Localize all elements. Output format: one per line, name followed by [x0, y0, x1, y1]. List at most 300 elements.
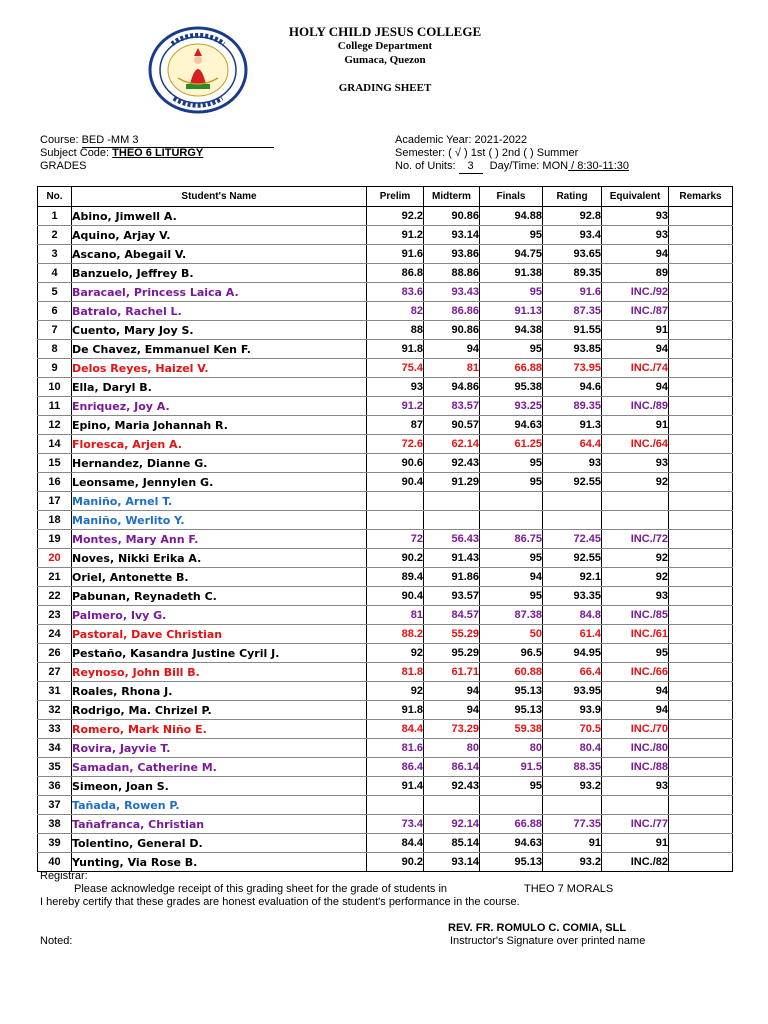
cell-midterm: 83.57	[424, 397, 480, 416]
cell-rating: 91.6	[543, 283, 602, 302]
cell-finals: 80	[480, 739, 543, 758]
cell-equivalent: INC./89	[602, 397, 669, 416]
cell-finals: 95	[480, 587, 543, 606]
cell-no: 5	[38, 283, 72, 302]
cell-student-name: Palmero, Ivy G.	[72, 606, 367, 625]
cell-midterm: 73.29	[424, 720, 480, 739]
cell-rating: 91.3	[543, 416, 602, 435]
cell-prelim: 90.2	[367, 549, 424, 568]
cell-remarks	[669, 302, 733, 321]
cell-rating: 91	[543, 834, 602, 853]
cell-rating	[543, 511, 602, 530]
cell-no: 11	[38, 397, 72, 416]
cell-midterm: 94	[424, 682, 480, 701]
cell-finals: 94.88	[480, 207, 543, 226]
col-header-name: Student's Name	[72, 187, 367, 207]
grades-table-body	[38, 207, 733, 872]
cell-prelim: 87	[367, 416, 424, 435]
cell-remarks	[669, 321, 733, 340]
table-row	[38, 226, 733, 245]
units-label: No. of Units:	[395, 160, 456, 172]
cell-equivalent: 93	[602, 207, 669, 226]
table-row	[38, 473, 733, 492]
cell-finals: 95	[480, 549, 543, 568]
cell-equivalent: 92	[602, 473, 669, 492]
cell-prelim: 88.2	[367, 625, 424, 644]
col-header-prelim: Prelim	[367, 187, 424, 207]
cell-midterm: 95.29	[424, 644, 480, 663]
units-daytime-line	[395, 160, 629, 174]
cell-rating: 92.1	[543, 568, 602, 587]
cell-midterm: 92.43	[424, 777, 480, 796]
academic-year: Academic Year: 2021-2022	[395, 134, 528, 146]
course-value: BED -MM 3	[82, 134, 274, 148]
cell-prelim: 91.8	[367, 701, 424, 720]
table-row	[38, 416, 733, 435]
cell-no: 12	[38, 416, 72, 435]
cell-midterm: 93.57	[424, 587, 480, 606]
cell-equivalent: INC./87	[602, 302, 669, 321]
cell-rating: 64.4	[543, 435, 602, 454]
cell-remarks	[669, 796, 733, 815]
course-label: Course:	[40, 134, 79, 146]
cell-equivalent: 91	[602, 834, 669, 853]
cell-prelim: 86.4	[367, 758, 424, 777]
cell-midterm: 62.14	[424, 435, 480, 454]
cell-finals	[480, 511, 543, 530]
cell-remarks	[669, 644, 733, 663]
cell-remarks	[669, 378, 733, 397]
cell-rating: 88.35	[543, 758, 602, 777]
daytime-label: Day/Time: MON	[489, 160, 569, 172]
cell-no: 1	[38, 207, 72, 226]
cell-student-name: Yunting, Via Rose B.	[72, 853, 367, 872]
table-row	[38, 682, 733, 701]
cell-equivalent: INC./92	[602, 283, 669, 302]
cell-prelim: 81.6	[367, 739, 424, 758]
table-row	[38, 625, 733, 644]
cell-student-name: Aquino, Arjay V.	[72, 226, 367, 245]
table-row	[38, 644, 733, 663]
cell-prelim: 84.4	[367, 720, 424, 739]
cell-no: 24	[38, 625, 72, 644]
cell-prelim: 90.6	[367, 454, 424, 473]
cell-finals: 91.5	[480, 758, 543, 777]
cell-prelim: 83.6	[367, 283, 424, 302]
cell-no: 14	[38, 435, 72, 454]
cell-no: 19	[38, 530, 72, 549]
cell-remarks	[669, 739, 733, 758]
table-row	[38, 321, 733, 340]
cell-no: 23	[38, 606, 72, 625]
cell-finals: 50	[480, 625, 543, 644]
cell-finals: 96.5	[480, 644, 543, 663]
cell-equivalent: INC./74	[602, 359, 669, 378]
cell-midterm: 92.14	[424, 815, 480, 834]
cell-finals: 94.63	[480, 834, 543, 853]
table-row	[38, 530, 733, 549]
cell-finals: 87.38	[480, 606, 543, 625]
cell-student-name: Pastoral, Dave Christian	[72, 625, 367, 644]
certify-text: I hereby certify that these grades are honest evaluation of the student's performance in the course.	[40, 896, 520, 908]
cell-student-name: Enriquez, Joy A.	[72, 397, 367, 416]
cell-no: 6	[38, 302, 72, 321]
cell-rating: 94.6	[543, 378, 602, 397]
cell-equivalent: INC./70	[602, 720, 669, 739]
cell-rating: 94.95	[543, 644, 602, 663]
signature-caption: Instructor's Signature over printed name	[450, 935, 646, 947]
cell-equivalent: INC./64	[602, 435, 669, 454]
cell-rating: 93.2	[543, 777, 602, 796]
cell-midterm: 55.29	[424, 625, 480, 644]
cell-finals: 94.63	[480, 416, 543, 435]
cell-student-name: Maniño, Arnel T.	[72, 492, 367, 511]
cell-equivalent: INC./88	[602, 758, 669, 777]
cell-student-name: Reynoso, John Bill B.	[72, 663, 367, 682]
cell-student-name: Floresca, Arjen A.	[72, 435, 367, 454]
cell-midterm: 92.43	[424, 454, 480, 473]
col-header-equivalent: Equivalent	[602, 187, 669, 207]
table-row	[38, 853, 733, 872]
cell-student-name: Tañafranca, Christian	[72, 815, 367, 834]
table-row	[38, 720, 733, 739]
cell-prelim: 88	[367, 321, 424, 340]
cell-student-name: De Chavez, Emmanuel Ken F.	[72, 340, 367, 359]
cell-prelim: 75.4	[367, 359, 424, 378]
cell-rating: 91.55	[543, 321, 602, 340]
cell-midterm: 88.86	[424, 264, 480, 283]
cell-student-name: Rovira, Jayvie T.	[72, 739, 367, 758]
col-header-finals: Finals	[480, 187, 543, 207]
table-row	[38, 606, 733, 625]
cell-finals: 95	[480, 473, 543, 492]
cell-equivalent: INC./66	[602, 663, 669, 682]
cell-no: 26	[38, 644, 72, 663]
cell-rating: 93.35	[543, 587, 602, 606]
table-row	[38, 283, 733, 302]
cell-remarks	[669, 720, 733, 739]
cell-prelim: 91.2	[367, 226, 424, 245]
cell-finals: 61.25	[480, 435, 543, 454]
cell-remarks	[669, 834, 733, 853]
cell-equivalent: 93	[602, 454, 669, 473]
cell-student-name: Oriel, Antonette B.	[72, 568, 367, 587]
cell-no: 9	[38, 359, 72, 378]
cell-student-name: Banzuelo, Jeffrey B.	[72, 264, 367, 283]
cell-student-name: Cuento, Mary Joy S.	[72, 321, 367, 340]
cell-prelim	[367, 492, 424, 511]
semester: Semester: ( √ ) 1st ( ) 2nd ( ) Summer	[395, 147, 579, 159]
registrar-label: Registrar:	[40, 870, 88, 882]
cell-no: 7	[38, 321, 72, 340]
table-row	[38, 549, 733, 568]
cell-no: 40	[38, 853, 72, 872]
cell-student-name: Ella, Daryl B.	[72, 378, 367, 397]
cell-equivalent: 92	[602, 549, 669, 568]
cell-no: 18	[38, 511, 72, 530]
table-row	[38, 492, 733, 511]
cell-midterm	[424, 511, 480, 530]
cell-student-name: Pestaño, Kasandra Justine Cyril J.	[72, 644, 367, 663]
table-row	[38, 739, 733, 758]
cell-finals: 66.88	[480, 815, 543, 834]
cell-remarks	[669, 473, 733, 492]
cell-prelim: 92.2	[367, 207, 424, 226]
cell-prelim: 86.8	[367, 264, 424, 283]
table-row	[38, 435, 733, 454]
cell-rating: 73.95	[543, 359, 602, 378]
col-header-midterm: Midterm	[424, 187, 480, 207]
cell-no: 21	[38, 568, 72, 587]
cell-prelim: 73.4	[367, 815, 424, 834]
cell-finals: 60.88	[480, 663, 543, 682]
cell-student-name: Tañada, Rowen P.	[72, 796, 367, 815]
cell-no: 4	[38, 264, 72, 283]
cell-rating: 66.4	[543, 663, 602, 682]
cell-rating: 89.35	[543, 264, 602, 283]
cell-midterm: 81	[424, 359, 480, 378]
cell-remarks	[669, 606, 733, 625]
cell-student-name: Ascano, Abegail V.	[72, 245, 367, 264]
table-row	[38, 568, 733, 587]
units-value: 3	[459, 160, 483, 174]
cell-no: 16	[38, 473, 72, 492]
cell-finals: 94	[480, 568, 543, 587]
cell-prelim: 81	[367, 606, 424, 625]
cell-midterm: 80	[424, 739, 480, 758]
school-name: HOLY CHILD JESUS COLLEGE	[288, 24, 482, 39]
cell-midterm	[424, 492, 480, 511]
acknowledge-text: Please acknowledge receipt of this grading sheet for the grade of students in	[74, 883, 448, 895]
cell-no: 8	[38, 340, 72, 359]
cell-equivalent: 93	[602, 777, 669, 796]
cell-no: 2	[38, 226, 72, 245]
cell-remarks	[669, 625, 733, 644]
cell-prelim: 89.4	[367, 568, 424, 587]
cell-rating: 93.4	[543, 226, 602, 245]
cell-finals: 95.13	[480, 682, 543, 701]
cell-remarks	[669, 226, 733, 245]
table-row	[38, 758, 733, 777]
noted-label: Noted:	[40, 935, 73, 947]
cell-student-name: Maniño, Werlito Y.	[72, 511, 367, 530]
cell-remarks	[669, 397, 733, 416]
cell-rating: 84.8	[543, 606, 602, 625]
cell-prelim	[367, 796, 424, 815]
subject-line	[40, 147, 203, 160]
table-row	[38, 777, 733, 796]
cell-prelim	[367, 511, 424, 530]
department-name: College Department	[337, 40, 433, 52]
table-row	[38, 511, 733, 530]
cell-equivalent	[602, 492, 669, 511]
cell-no: 34	[38, 739, 72, 758]
table-row	[38, 796, 733, 815]
cell-equivalent: 89	[602, 264, 669, 283]
cell-finals	[480, 492, 543, 511]
cell-equivalent	[602, 511, 669, 530]
table-row	[38, 359, 733, 378]
cell-no: 33	[38, 720, 72, 739]
table-row	[38, 302, 733, 321]
cell-prelim: 92	[367, 644, 424, 663]
cell-rating: 93.85	[543, 340, 602, 359]
subject-value: THEO 6 LITURGY	[112, 147, 204, 159]
cell-midterm: 93.14	[424, 853, 480, 872]
cell-remarks	[669, 283, 733, 302]
cell-midterm: 84.57	[424, 606, 480, 625]
cell-rating: 87.35	[543, 302, 602, 321]
cell-equivalent: 91	[602, 321, 669, 340]
cell-equivalent: INC./61	[602, 625, 669, 644]
cell-midterm: 86.86	[424, 302, 480, 321]
cell-remarks	[669, 359, 733, 378]
cell-finals: 95	[480, 283, 543, 302]
cell-remarks	[669, 340, 733, 359]
cell-equivalent: 92	[602, 568, 669, 587]
cell-finals: 95.13	[480, 701, 543, 720]
cell-finals: 95	[480, 226, 543, 245]
cell-no: 17	[38, 492, 72, 511]
cell-rating: 93.2	[543, 853, 602, 872]
cell-prelim: 92	[367, 682, 424, 701]
sheet-title: GRADING SHEET	[338, 82, 432, 94]
cell-prelim: 90.4	[367, 587, 424, 606]
cell-no: 36	[38, 777, 72, 796]
table-row	[38, 663, 733, 682]
cell-midterm: 90.57	[424, 416, 480, 435]
cell-finals: 86.75	[480, 530, 543, 549]
table-row	[38, 397, 733, 416]
cell-remarks	[669, 568, 733, 587]
cell-midterm: 94	[424, 701, 480, 720]
cell-rating: 93.65	[543, 245, 602, 264]
cell-finals: 66.88	[480, 359, 543, 378]
cell-midterm	[424, 796, 480, 815]
cell-prelim: 84.4	[367, 834, 424, 853]
cell-remarks	[669, 492, 733, 511]
table-row	[38, 815, 733, 834]
cell-midterm: 90.86	[424, 321, 480, 340]
cell-equivalent: 91	[602, 416, 669, 435]
cell-finals: 94.75	[480, 245, 543, 264]
cell-midterm: 91.29	[424, 473, 480, 492]
cell-remarks	[669, 587, 733, 606]
cell-student-name: Hernandez, Dianne G.	[72, 454, 367, 473]
cell-remarks	[669, 245, 733, 264]
cell-equivalent	[602, 796, 669, 815]
cell-prelim: 72.6	[367, 435, 424, 454]
cell-student-name: Pabunan, Reynadeth C.	[72, 587, 367, 606]
cell-midterm: 93.14	[424, 226, 480, 245]
cell-equivalent: 93	[602, 587, 669, 606]
col-header-no: No.	[38, 187, 72, 207]
cell-midterm: 86.14	[424, 758, 480, 777]
cell-prelim: 91.6	[367, 245, 424, 264]
cell-equivalent: INC./80	[602, 739, 669, 758]
cell-midterm: 61.71	[424, 663, 480, 682]
cell-remarks	[669, 758, 733, 777]
cell-rating	[543, 492, 602, 511]
table-row	[38, 454, 733, 473]
table-row	[38, 378, 733, 397]
cell-finals: 95.38	[480, 378, 543, 397]
cell-midterm: 91.43	[424, 549, 480, 568]
cell-prelim: 72	[367, 530, 424, 549]
cell-student-name: Simeon, Joan S.	[72, 777, 367, 796]
cell-remarks	[669, 682, 733, 701]
cell-equivalent: 94	[602, 682, 669, 701]
cell-student-name: Epino, Maria Johannah R.	[72, 416, 367, 435]
cell-equivalent: INC./85	[602, 606, 669, 625]
cell-rating: 92.55	[543, 473, 602, 492]
cell-student-name: Abino, Jimwell A.	[72, 207, 367, 226]
cell-no: 38	[38, 815, 72, 834]
cell-remarks	[669, 416, 733, 435]
cell-student-name: Rodrigo, Ma. Chrizel P.	[72, 701, 367, 720]
cell-equivalent: 94	[602, 245, 669, 264]
cell-no: 32	[38, 701, 72, 720]
cell-equivalent: INC./82	[602, 853, 669, 872]
acknowledge-subject: THEO 7 MORALS	[524, 883, 614, 895]
cell-midterm: 94.86	[424, 378, 480, 397]
cell-rating: 93.95	[543, 682, 602, 701]
cell-student-name: Samadan, Catherine M.	[72, 758, 367, 777]
cell-remarks	[669, 549, 733, 568]
cell-no: 37	[38, 796, 72, 815]
cell-equivalent: INC./72	[602, 530, 669, 549]
instructor-name: REV. FR. ROMULO C. COMIA, SLL	[448, 922, 627, 934]
cell-finals: 95	[480, 777, 543, 796]
cell-remarks	[669, 511, 733, 530]
table-row	[38, 834, 733, 853]
cell-no: 22	[38, 587, 72, 606]
cell-student-name: Noves, Nikki Erika A.	[72, 549, 367, 568]
cell-midterm: 93.86	[424, 245, 480, 264]
cell-midterm: 94	[424, 340, 480, 359]
cell-rating: 92.8	[543, 207, 602, 226]
cell-prelim: 91.4	[367, 777, 424, 796]
cell-midterm: 85.14	[424, 834, 480, 853]
cell-finals: 91.38	[480, 264, 543, 283]
cell-remarks	[669, 777, 733, 796]
cell-rating: 93	[543, 454, 602, 473]
cell-prelim: 90.4	[367, 473, 424, 492]
cell-rating: 70.5	[543, 720, 602, 739]
table-row	[38, 701, 733, 720]
cell-finals: 93.25	[480, 397, 543, 416]
table-row	[38, 587, 733, 606]
cell-rating: 89.35	[543, 397, 602, 416]
grades-label: GRADES	[40, 160, 87, 172]
cell-midterm: 91.86	[424, 568, 480, 587]
cell-student-name: Montes, Mary Ann F.	[72, 530, 367, 549]
cell-student-name: Batralo, Rachel L.	[72, 302, 367, 321]
cell-equivalent: 94	[602, 340, 669, 359]
cell-no: 39	[38, 834, 72, 853]
cell-no: 31	[38, 682, 72, 701]
cell-finals: 95	[480, 454, 543, 473]
cell-finals: 95	[480, 340, 543, 359]
cell-rating: 92.55	[543, 549, 602, 568]
cell-prelim: 82	[367, 302, 424, 321]
cell-student-name: Baracael, Princess Laica A.	[72, 283, 367, 302]
cell-finals: 95.13	[480, 853, 543, 872]
cell-equivalent: INC./77	[602, 815, 669, 834]
cell-finals: 91.13	[480, 302, 543, 321]
school-location: Gumaca, Quezon	[344, 54, 426, 66]
cell-rating	[543, 796, 602, 815]
